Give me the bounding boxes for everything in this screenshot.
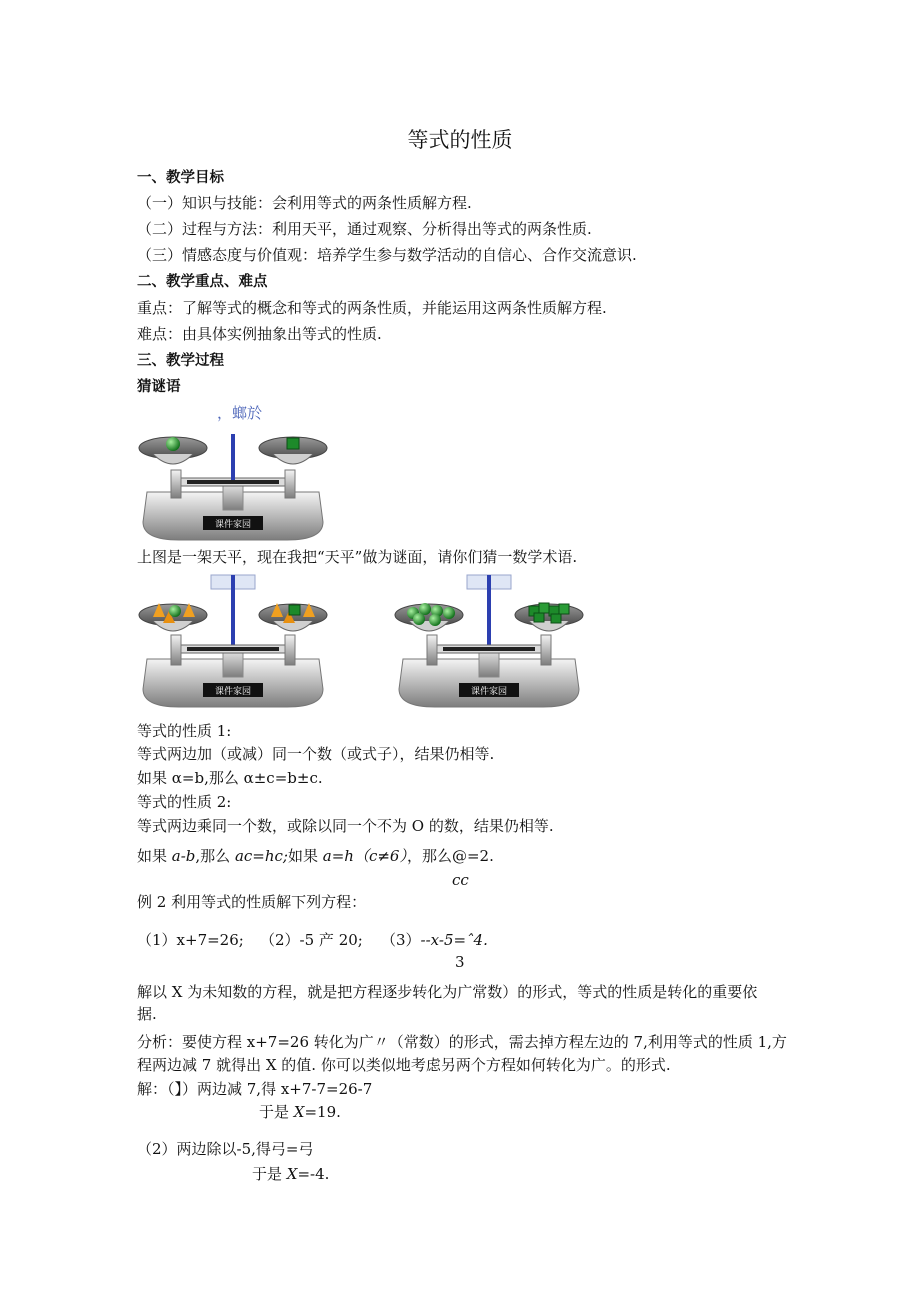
page-title: 等式的性质: [407, 128, 513, 152]
property-1-text: 等式两边加（或减）同一个数（或式子），结果仍相等.: [137, 745, 495, 763]
formula-part: --x-5=ˆ4.: [420, 931, 488, 949]
formula-part: ,那么: [195, 847, 235, 865]
balance-image-2: [137, 573, 329, 710]
property-1-formula: 如果 α=b,那么 α±c=b±c.: [137, 769, 323, 787]
balance-image-1: [137, 430, 329, 542]
formula-part: ，那么@=2.: [406, 847, 494, 865]
goal-3: （三）情感态度与价值观：培养学生参与数学活动的自信心、合作交流意识.: [137, 246, 637, 264]
solution-1: 解：（】）两边减 7,得 x+7-7=26-7: [137, 1080, 373, 1098]
focus-heading: 二、教学重点、难点: [137, 274, 268, 290]
formula-part: 于是: [259, 1103, 294, 1121]
formula-part: a-b: [171, 847, 196, 865]
formula-part: a=h（c≠6）: [322, 847, 407, 865]
property-2-formula: [137, 846, 494, 866]
focus-text: 重点：了解等式的概念和等式的两条性质，并能运用这两条性质解方程.: [137, 299, 607, 317]
balance-image-3: [393, 573, 585, 710]
property-2-text: 等式两边乘同一个数，或除以同一个不为 O 的数，结果仍相等.: [137, 817, 554, 835]
example-heading: 例 2 利用等式的性质解下列方程：: [137, 893, 367, 911]
equation-3: [381, 930, 488, 950]
formula-part: （3）: [381, 931, 421, 949]
formula-part: ac=hc;: [234, 847, 288, 865]
analysis-line-2: 程两边减 7 就得出 X 的值. 你可以类似地考虑另两个方程如何转化为广。的形式.: [137, 1056, 671, 1074]
balance-label-2: 课件家园: [214, 687, 252, 697]
property-1-title: 等式的性质 1:: [137, 722, 232, 740]
formula-part: 如果: [287, 847, 323, 865]
riddle-heading: 猜谜语: [137, 379, 181, 395]
balance-caption: 上图是一架天平，现在我把“天平”做为谜面，请你们猜一数学术语.: [137, 548, 578, 566]
equation-3-denominator: 3: [455, 953, 465, 971]
equation-2: （2）-5 产 20;: [260, 931, 363, 949]
formula-part: X: [286, 1165, 298, 1183]
balance-label-3: 课件家园: [470, 687, 508, 697]
formula-part: =-4.: [297, 1165, 330, 1183]
formula-part: 如果: [137, 847, 172, 865]
riddle-stray-text: ，螂於: [217, 404, 263, 422]
solution-2: （2）两边除以-5,得弓=弓: [137, 1140, 314, 1158]
formula-part: 于是: [252, 1165, 287, 1183]
balance-label-1: 课件家园: [214, 520, 252, 530]
explanation-line-2: 据.: [137, 1005, 157, 1023]
solution-2-result: [252, 1164, 329, 1184]
property-2-denominators: cc: [452, 871, 469, 889]
formula-part: X: [293, 1103, 305, 1121]
explanation-line-1: 解以 X 为未知数的方程，就是把方程逐步转化为广常数）的形式，等式的性质是转化的重要依: [137, 983, 758, 1001]
difficulty-text: 难点：由具体实例抽象出等式的性质.: [137, 325, 382, 343]
process-heading: 三、教学过程: [137, 353, 224, 369]
formula-part: =19.: [304, 1103, 341, 1121]
equation-1: （1）x+7=26;: [137, 931, 244, 949]
goal-1: （一）知识与技能：会利用等式的两条性质解方程.: [137, 194, 472, 212]
goal-2: （二）过程与方法：利用天平，通过观察、分析得出等式的两条性质.: [137, 220, 592, 238]
solution-1-result: [259, 1102, 341, 1122]
property-2-title: 等式的性质 2:: [137, 793, 232, 811]
analysis-line-1: 分析：要使方程 x+7=26 转化为广〃（常数）的形式，需去掉方程左边的 7,利用等式的性质 1,方: [137, 1033, 787, 1051]
goals-heading: 一、教学目标: [137, 170, 224, 186]
